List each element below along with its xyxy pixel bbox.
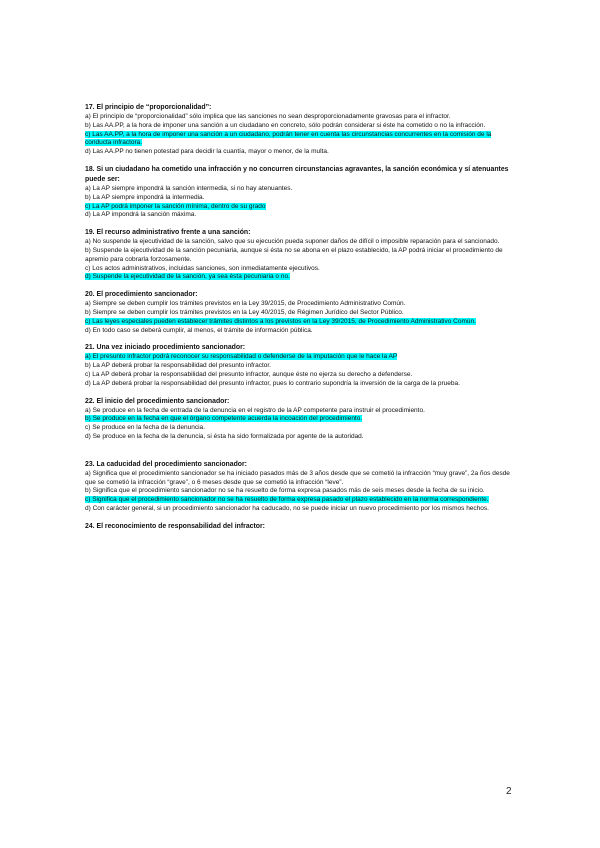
answer-option-highlighted: [85, 415, 519, 424]
question-block: [85, 522, 519, 532]
question-title: 17. El principio de “proporcionalidad”:: [85, 104, 212, 111]
answer-option-text: d) La AP impondrá la sanción máxima.: [85, 211, 197, 219]
answer-option-text: b) Suspende la ejecutividad de la sanción pecuniaria, aunque si ésta no se abona en el plazo establecido, la AP podrá iniciar el procedimiento de apremio para cobrarla forzosamente.: [85, 246, 503, 263]
answer-option-text: b) Las AA.PP, a la hora de imponer una sanción a un ciudadano en concreto, sólo podrán considerar si éste ha cometido o no la infracción.: [85, 121, 486, 129]
answer-option: [85, 487, 519, 496]
answer-option: [85, 380, 519, 389]
question-block: [85, 343, 519, 388]
answer-option: [85, 113, 519, 122]
answer-option-text: a) La AP siempre impondrá la sanción intermedia, si no hay atenuantes.: [85, 184, 293, 192]
answer-option: [85, 194, 519, 203]
answer-option: [85, 407, 519, 416]
answer-option-highlighted: [85, 353, 519, 362]
answer-option-text: d) Suspende la ejecutividad de la sanción, ya sea ésta pecuniaria o no.: [85, 273, 290, 281]
answer-option-text: a) El principio de “proporcionalidad” sólo implica que las sanciones no sean desproporcionadamente gravosas para el infractor.: [85, 113, 451, 120]
question-block: [85, 397, 519, 442]
answer-option: [85, 247, 519, 265]
question-title: 21. Una vez iniciado procedimiento sancionador:: [85, 344, 246, 352]
answer-option-text: a) Significa que el procedimiento sancionador se ha iniciado pasados más de 3 años desde que se cometió la infracción “muy grave”, 2a ños desde que se cometió la infracción “grave”, o 6 meses desde que se cometió la infracción “leve”.: [85, 469, 510, 486]
answer-option-text: c) Los actos administrativos, incluidas sanciones, son inmediatamente ejecutivos.: [85, 264, 320, 272]
answer-option-highlighted: [85, 131, 519, 149]
answer-option: [85, 185, 519, 194]
question-title: 18. Si un ciudadano ha cometido una infracción y no concurren circunstancias agravantes, la sanción económica y sí atenuantes puede ser:: [85, 165, 509, 183]
answer-option: [85, 327, 519, 336]
question-block: [85, 290, 519, 335]
answer-option-text: a) Siempre se deben cumplir los trámites previstos en la Ley 39/2015, de Procedimiento Administrativo Común.: [85, 300, 406, 308]
question-block: [85, 460, 519, 514]
answer-option-text: b) La AP deberá probar la responsabilidad del presunto infractor.: [85, 362, 271, 370]
answer-option-text: d) En todo caso se deberá cumplir, al menos, el trámite de información pública.: [85, 326, 313, 334]
answer-option: [85, 362, 519, 371]
answer-option: [85, 424, 519, 433]
answer-option: [85, 371, 519, 380]
answer-option-text: a) No suspende la ejecutividad de la sanción, salvo que su ejecución pueda suponer daños de difícil o imposible reparación para el sancionado.: [85, 238, 500, 246]
answer-option-text: c) Significa que el procedimiento sancionador no se ha resuelto de forma expresa pasado el plazo establecido en la norma correspondiente.: [85, 496, 489, 504]
answer-option-text: c) Las leyes especiales pueden establecer trámites distintos a los previstos en la Ley 39/2015, de Procedimiento Administrativo Común.: [85, 317, 476, 325]
answer-option-text: d) Con carácter general, si un procedimiento sancionador ha caducado, no se puede iniciar un nuevo procedimiento por los mismos hechos.: [85, 504, 489, 512]
answer-option: [85, 470, 519, 488]
question-title: 22. El inicio del procedimiento sancionador:: [85, 397, 230, 405]
answer-option: [85, 300, 519, 309]
answer-option-text: d) Se produce en la fecha de la denuncia, si ésta ha sido formalizada por agente de la autoridad.: [85, 432, 364, 440]
answer-option-text: d) La AP deberá probar la responsabilidad del presunto infractor, pues lo contrario supondría la inversión de la carga de la prueba.: [85, 379, 460, 387]
question-title: 23. La caducidad del procedimiento sancionador:: [85, 460, 247, 468]
answer-option-text: c) La AP podrá imponer la sanción mínima, dentro de su grado: [85, 202, 266, 210]
answer-option-text: b) La AP siempre impondrá la intermedia.: [85, 193, 205, 201]
answer-option-text: a) Se produce en la fecha de entrada de la denuncia en el registro de la AP competente para instruir el procedimiento.: [85, 406, 425, 414]
answer-option: [85, 265, 519, 274]
page-number: 2: [506, 786, 512, 797]
answer-option-text: b) Siempre se deben cumplir los trámites previstos en la Ley 40/2015, de Régimen Jurídico del Sector Público.: [85, 308, 404, 316]
answer-option: [85, 309, 519, 318]
answer-option-text: a) El presunto infractor podrá reconocer su responsabilidad o defenderse de la imputación que le hace la AP: [85, 353, 398, 361]
question-title: 24. El reconocimiento de responsabilidad del infractor:: [85, 522, 265, 530]
answer-option: [85, 238, 519, 247]
answer-option: [85, 148, 519, 157]
answer-option-text: c) Las AA.PP, a la hora de imponer una sanción a un ciudadano, podrán tener en cuenta las circunstancias concurrentes en la comisión de la conducta infractora.: [85, 130, 492, 147]
answer-option: [85, 433, 519, 442]
answer-option-highlighted: [85, 496, 519, 505]
answer-option-text: b) Significa que el procedimiento sancionador no se ha resuelto de forma expresa pasados más de seis meses desde la fecha de su inicio.: [85, 487, 485, 495]
answer-option-text: b) Se produce en la fecha en que el órgano competente acuerda la incoación del procedimiento.: [85, 415, 363, 423]
answer-option-text: d) Las AA.PP no tienen potestad para decidir la cuantía, mayor o menor, de la multa.: [85, 148, 329, 156]
question-block: [85, 228, 519, 282]
answer-option-highlighted: [85, 203, 519, 212]
question-block: [85, 103, 519, 157]
answer-option: [85, 211, 519, 220]
answer-option-text: c) La AP deberá probar la responsabilidad del presunto infractor, aunque éste no ejerza su derecho a defenderse.: [85, 370, 413, 378]
answer-option-highlighted: [85, 273, 519, 282]
answer-option: [85, 122, 519, 131]
question-title: 19. El recurso administrativo frente a una sanción:: [85, 229, 251, 237]
question-block: [85, 165, 519, 220]
question-title: 20. El procedimiento sancionador:: [85, 291, 198, 299]
answer-option-text: c) Se produce en la fecha de la denuncia.: [85, 424, 205, 432]
document-page: [85, 103, 519, 540]
answer-option: [85, 505, 519, 514]
answer-option-highlighted: [85, 318, 519, 327]
